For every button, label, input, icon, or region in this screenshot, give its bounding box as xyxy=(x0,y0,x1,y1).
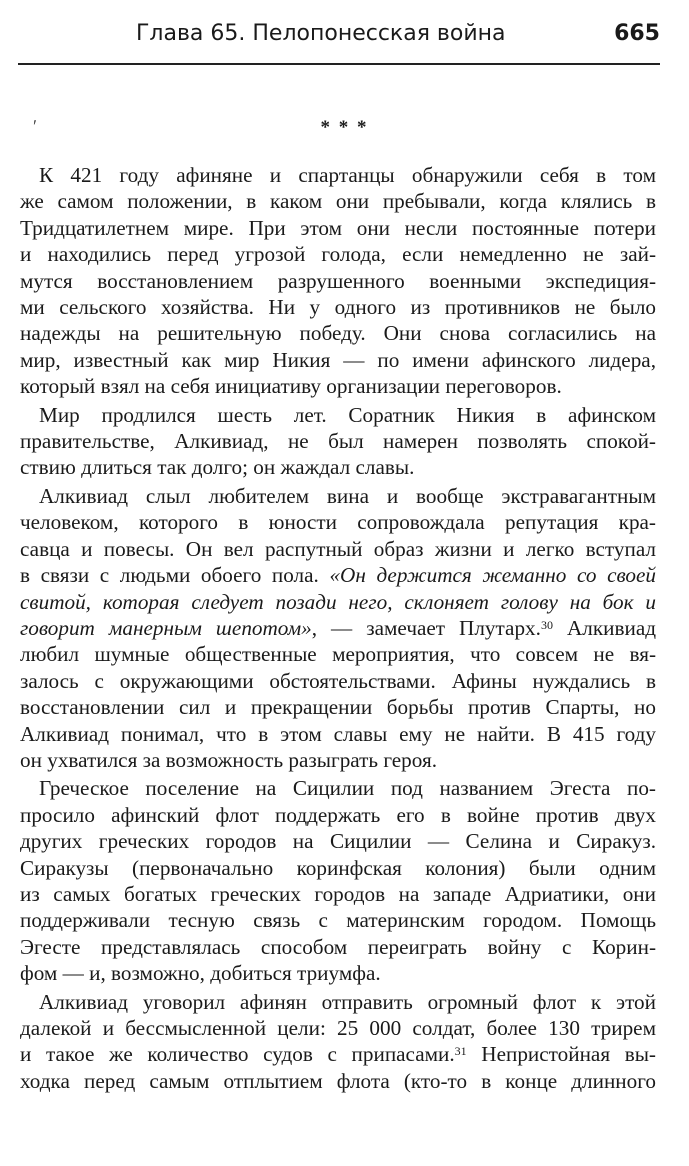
quote-italic: «Он держится жеманно со своей xyxy=(329,563,656,588)
text-line: он ухватился за возможность разыграть героя. xyxy=(20,747,438,772)
paragraph xyxy=(20,402,656,481)
text-line: и такое же количество судов с припасами.$^{31}$ Непристойная вы- xyxy=(20,1042,656,1067)
paragraph xyxy=(20,989,656,1095)
text-line: других греческих городов на Сицилии — Селина и Сиракуз. xyxy=(20,829,656,854)
text-line: ствию длиться так долго; он жаждал славы. xyxy=(20,455,415,480)
text-line: далекой и бессмысленной цели: 25 000 солдат, более 130 трирем xyxy=(20,1016,656,1040)
text-line: ми сельского хозяйства. Ни у одного из противников не было xyxy=(20,295,656,320)
text-line: говорит манерным шепотом», — замечает Плутарх.$^{30}$ Алкивиад xyxy=(20,615,656,640)
paragraph xyxy=(20,162,656,400)
text-line: фом — и, возможно, добиться триумфа. xyxy=(20,961,381,986)
text-line: мир, известный как мир Никия — по имени афинского лидера, xyxy=(20,347,656,372)
text-line: К 421 году афиняне и спартанцы обнаружили себя в том xyxy=(39,163,656,187)
text-line: Сиракузы (первоначально коринфская колония) были одним xyxy=(20,855,656,880)
text-line: надежды на решительную победу. Они снова согласились на xyxy=(20,321,656,346)
paragraph xyxy=(20,483,656,773)
text-line: правительстве, Алкивиад, не был намерен позволять спокой- xyxy=(20,429,656,454)
text-line: и находились перед угрозой голода, если немедленно не зай- xyxy=(20,242,656,267)
header-rule xyxy=(18,63,660,65)
text-line: Эгесте представлялась способом переиграть войну с Корин- xyxy=(20,934,656,959)
text-line: который взял на себя инициативу организации переговоров. xyxy=(20,374,562,399)
text-line: же самом положении, в каком они пребывали, когда клялись в xyxy=(20,189,656,214)
text-line: из самых богатых греческих городов на западе Адриатики, они xyxy=(20,881,656,906)
text-line: поддерживали тесную связь с материнским городом. Помощь xyxy=(20,908,656,933)
running-header xyxy=(18,14,664,54)
section-separator: * * * xyxy=(320,117,369,138)
text-line xyxy=(20,589,656,615)
text-line: просило афинский флот поддержать его в войне против двух xyxy=(20,802,656,827)
text-line: Алкивиад понимал, что в этом славы ему не найти. В 415 году xyxy=(20,721,656,746)
quote-italic: говорит манерным шепотом» xyxy=(20,615,312,640)
chapter-title: Глава 65. Пелопонесская война xyxy=(136,21,506,46)
paragraph xyxy=(20,775,656,986)
text-line: мутся восстановлением разрушенного военными экспедиция- xyxy=(20,268,656,293)
text-line: савца и повесы. Он вел распутный образ жизни и легко вступал xyxy=(20,536,656,561)
footnote-ref: 31 xyxy=(454,1044,467,1059)
text-line: Алкивиад слыл любителем вина и вообще экстравагантным xyxy=(39,483,656,508)
text-line: человеком, которого в юности сопровождала репутация кра- xyxy=(20,510,656,535)
text-line: Алкивиад уговорил афинян отправить огромный флот к этой xyxy=(39,989,656,1014)
text-line: в связи с людьми обоего пола. «Он держится жеманно со своей xyxy=(20,563,656,588)
body-text xyxy=(20,162,656,1094)
text-line: залось с окружающими обстоятельствами. Афины нуждались в xyxy=(20,668,656,693)
text-line: любил шумные общественные мероприятия, что совсем не вя- xyxy=(20,642,656,667)
page-number: 665 xyxy=(614,21,660,46)
footnote-ref: 30 xyxy=(540,617,553,632)
text-line: восстановлении сил и прекращении борьбы против Спарты, но xyxy=(20,695,656,720)
text-line: Греческое поселение на Сицилии под названием Эгеста по- xyxy=(39,776,656,801)
text-line: ходка перед самым отплытием флота (кто-то в конце длинного xyxy=(20,1068,656,1093)
quote-italic: свитой, которая следует позади него, склоняет голову на бок и xyxy=(20,589,656,614)
text-line: Мир продлился шесть лет. Соратник Никия в афинском xyxy=(39,402,656,427)
text-line: Тридцатилетнем мире. При этом они несли постоянные потери xyxy=(20,215,656,240)
stray-mark: ʹ xyxy=(33,116,37,136)
